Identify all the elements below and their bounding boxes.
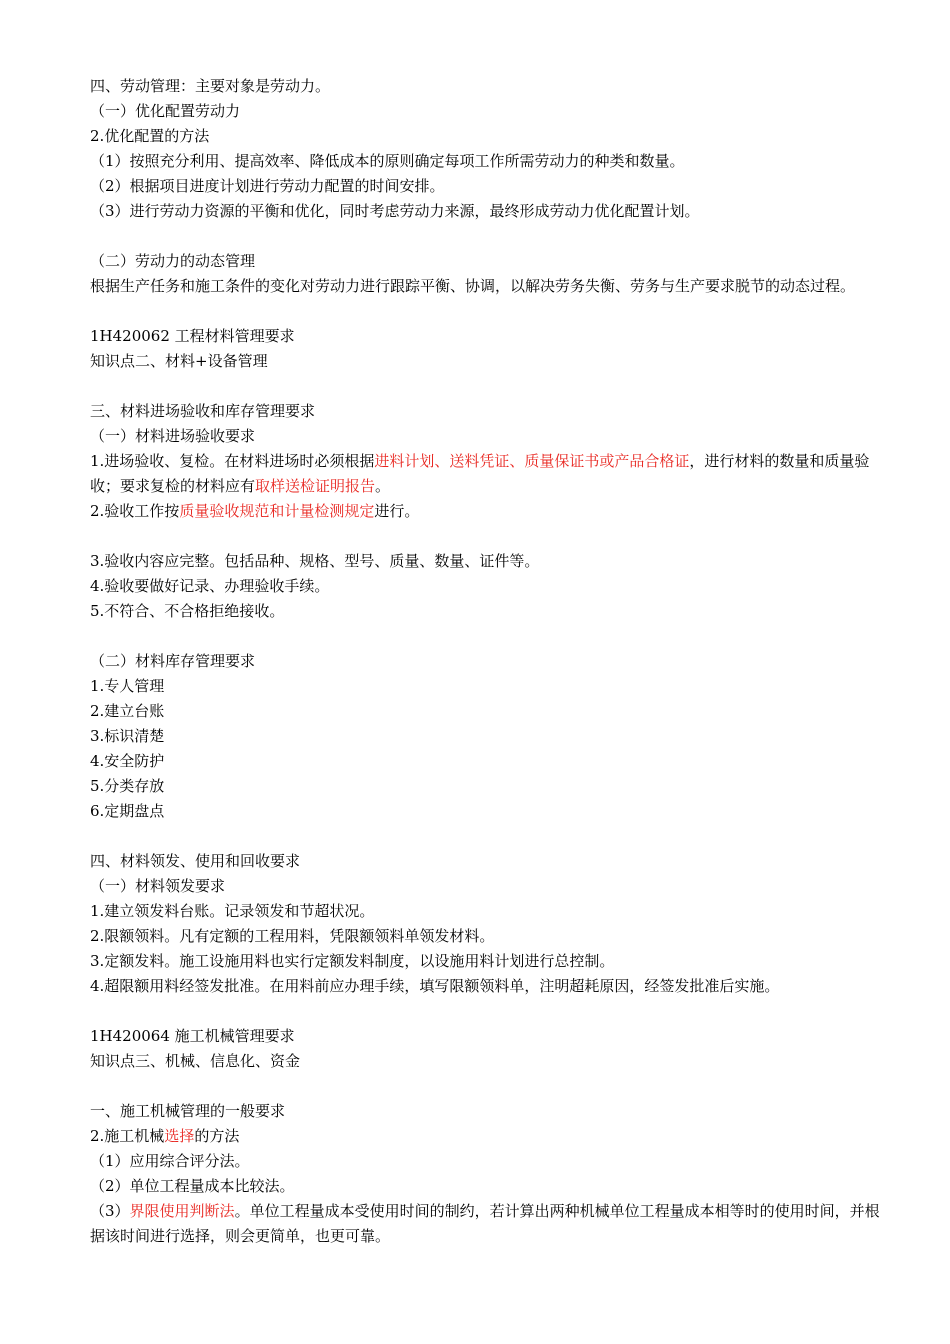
text-line: 一、施工机械管理的一般要求 <box>90 1102 286 1120</box>
text-line: 4.超限额用料经签发批准。在用料前应办理手续，填写限额领料单，注明超耗原因，经签发批准后实施。 <box>90 977 780 995</box>
text-line: 四、材料领发、使用和回收要求 <box>90 852 301 870</box>
text-line: 2.建立台账 <box>90 702 165 720</box>
text-segment: ，进行材料的数量和质量验收；要求复检的材料应有 <box>90 452 870 495</box>
blank-line <box>90 524 890 549</box>
text-line: 1H420064 施工机械管理要求 <box>90 1027 295 1045</box>
text-line: 6.定期盘点 <box>90 802 165 820</box>
text-line: （一）材料领发要求 <box>90 877 226 895</box>
text-segment: （3） <box>90 1202 130 1220</box>
text-segment: 。 <box>375 477 391 495</box>
text-line: 知识点二、材料+设备管理 <box>90 352 268 370</box>
text-line: 3.标识清楚 <box>90 727 165 745</box>
text-segment: 1.进场验收、复检。在材料进场时必须根据 <box>90 452 375 470</box>
text-line: （二）劳动力的动态管理 <box>90 252 256 270</box>
text-line: 2.优化配置的方法 <box>90 127 210 145</box>
text-line: 四、劳动管理：主要对象是劳动力。 <box>90 77 331 95</box>
text-line: 3.定额发料。施工设施用料也实行定额发料制度，以设施用料计划进行总控制。 <box>90 952 615 970</box>
text-line: 三、材料进场验收和库存管理要求 <box>90 402 316 420</box>
text-segment: 2.施工机械 <box>90 1127 165 1145</box>
text-line: 4.验收要做好记录、办理验收手续。 <box>90 577 330 595</box>
blank-line <box>90 224 890 249</box>
text-segment: 。单位工程量成本受使用时间的制约，若计算出两种机械单位工程量成本相等时的使用时间，并根据该时间进行选择，则会更简单，也更可靠。 <box>90 1202 880 1245</box>
blank-line <box>90 999 890 1024</box>
text-line: （1）按照充分利用、提高效率、降低成本的原则确定每项工作所需劳动力的种类和数量。 <box>90 152 685 170</box>
highlight-text: 界限使用判断法 <box>129 1202 235 1220</box>
text-line: 知识点三、机械、信息化、资金 <box>90 1052 301 1070</box>
text-line: （一）材料进场验收要求 <box>90 427 256 445</box>
text-line: 1.专人管理 <box>90 677 165 695</box>
blank-line <box>90 1074 890 1099</box>
highlight-text: 进料计划、送料凭证、质量保证书或产品合格证 <box>374 452 690 470</box>
text-line: 1H420062 工程材料管理要求 <box>90 327 295 345</box>
text-line: （1）应用综合评分法。 <box>90 1152 250 1170</box>
text-line: （2）根据项目进度计划进行劳动力配置的时间安排。 <box>90 177 445 195</box>
text-line: 5.不符合、不合格拒绝接收。 <box>90 602 285 620</box>
text-line: 5.分类存放 <box>90 777 165 795</box>
text-line: （2）单位工程量成本比较法。 <box>90 1177 295 1195</box>
text-line: 1.建立领发料台账。记录领发和节超状况。 <box>90 902 375 920</box>
text-segment: 2.验收工作按 <box>90 502 180 520</box>
rich-paragraph <box>90 1199 890 1249</box>
highlight-text: 质量验收规范和计量检测规定 <box>179 502 375 520</box>
blank-line <box>90 624 890 649</box>
text-line: （一）优化配置劳动力 <box>90 102 241 120</box>
blank-line <box>90 299 890 324</box>
rich-paragraph <box>90 449 890 499</box>
highlight-text: 选择 <box>164 1127 195 1145</box>
text-line: 4.安全防护 <box>90 752 165 770</box>
rich-paragraph <box>90 1124 890 1149</box>
blank-line <box>90 824 890 849</box>
text-line: 2.限额领料。凡有定额的工程用料，凭限额领料单领发材料。 <box>90 927 495 945</box>
highlight-text: 取样送检证明报告 <box>255 477 376 495</box>
text-line: 3.验收内容应完整。包括品种、规格、型号、质量、数量、证件等。 <box>90 552 540 570</box>
rich-paragraph <box>90 499 890 524</box>
document-page <box>90 74 890 1249</box>
paragraph: 根据生产任务和施工条件的变化对劳动力进行跟踪平衡、协调，以解决劳务失衡、劳务与生产要求脱节的动态过程。 <box>90 277 856 295</box>
text-line: （3）进行劳动力资源的平衡和优化，同时考虑劳动力来源，最终形成劳动力优化配置计划。 <box>90 202 700 220</box>
text-segment: 进行。 <box>374 502 420 520</box>
text-line: （二）材料库存管理要求 <box>90 652 256 670</box>
blank-line <box>90 374 890 399</box>
text-segment: 的方法 <box>194 1127 240 1145</box>
